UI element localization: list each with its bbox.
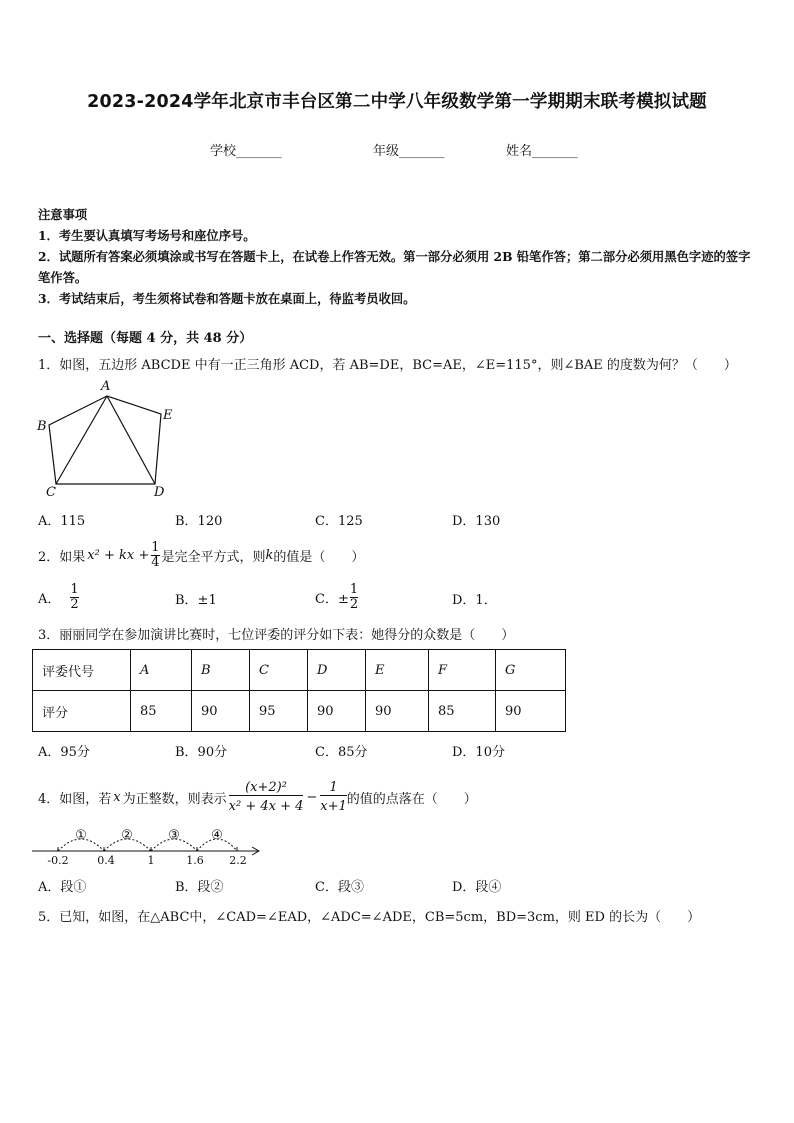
table-cell: 95 [250,691,308,732]
frac-num: 1 [70,581,79,597]
question-2-options [38,577,738,617]
table-cell: 90 [192,691,250,732]
question-3-stem: 3．丽丽同学在参加演讲比赛时，七位评委的评分如下表：她得分的众数是（ ） [38,628,515,643]
note-item: 3．考试结束后，考生须将试卷和答题卡放在桌面上，待监考员收回。 [38,291,416,306]
tick-label: -0.2 [47,854,69,867]
label-b: B [37,419,47,434]
segment-label-1: ① [75,828,87,843]
frac-num: 1 [329,779,338,795]
note-item: 1．考生要认真填写考场号和座位序号。 [38,228,256,243]
option-a[interactable]: A．段① [38,880,87,895]
score-table [32,649,566,732]
segment-label-2: ② [121,828,133,843]
q2-fraction [151,541,159,570]
number-line [30,823,270,867]
table-cell: C [250,650,308,691]
option-a[interactable]: A．115 [38,514,86,529]
label-a: A [101,379,111,394]
table-cell: D [308,650,366,691]
q4-minus: − [306,789,318,805]
question-4-options [38,876,738,894]
option-d[interactable]: D．段④ [452,880,502,895]
option-a-label: A． [38,591,61,607]
table-cell: 90 [308,691,366,732]
q2-frac-den: 4 [151,554,160,570]
frac-num: (x+2)² [245,779,287,795]
q4-prefix: 4．如图，若 [38,791,112,807]
table-cell: 85 [131,691,192,732]
option-a[interactable]: A．95分 [38,745,90,760]
tick-label: 2.2 [229,854,247,867]
table-header-cell: 评分 [33,691,131,732]
option-b[interactable]: B．90分 [175,745,228,760]
question-5-stem: 5．已知，如图，在△ABC中，∠CAD=∠EAD，∠ADC=∠ADE，CB=5cm，BD=3cm，则 ED 的长为（ ） [38,910,701,925]
option-b[interactable]: B．段② [175,880,224,895]
option-d[interactable]: D．10分 [452,745,505,760]
exam-notes [38,204,758,309]
question-4-stem [38,774,477,820]
table-cell: B [192,650,250,691]
name-field: 姓名_______ [506,144,578,159]
segment-label-3: ③ [168,828,180,843]
q2-middle: 是完全平方式，则 [161,549,266,565]
pentagon-figure [34,378,184,500]
question-2-stem [38,536,364,574]
label-d: D [154,485,165,500]
option-c[interactable]: C．85分 [315,745,368,760]
q4-middle: 为正整数，则表示 [122,791,227,807]
option-b[interactable]: B．±1 [175,593,217,608]
section-heading: 一、选择题（每题 4 分，共 48 分） [38,331,253,346]
question-1-options [38,510,738,528]
page-title: 2023-2024学年北京市丰台区第二中学八年级数学第一学期期末联考模拟试题 [87,92,707,112]
tick-label: 1.6 [186,854,204,867]
table-cell: E [366,650,429,691]
question-3-options [38,741,738,759]
table-cell: G [496,650,566,691]
school-field: 学校_______ [210,144,282,159]
table-cell: F [429,650,496,691]
grade-field: 年级_______ [373,144,445,159]
frac-den: x² + 4x + 4 [229,795,304,814]
tick-label: 0.4 [97,854,115,867]
q4-suffix: 的值的点落在（ ） [346,791,477,807]
table-cell: 90 [366,691,429,732]
table-header-cell: 评委代号 [33,650,131,691]
q4-fraction-2 [320,781,347,814]
q2-expression: x² + kx + [87,547,150,563]
segment-label-4: ④ [211,828,223,843]
label-e: E [163,408,173,423]
q2-frac-num: 1 [151,539,160,555]
frac-num: 1 [349,581,359,597]
frac-den: 2 [70,596,79,612]
option-c-label: C．± [315,591,349,607]
q2-k: k [265,547,274,563]
q2-suffix: 的值是（ ） [273,549,365,565]
option-d[interactable]: D．130 [452,514,501,529]
notes-heading: 注意事项 [38,207,88,222]
q2-prefix: 2．如果 [38,549,86,565]
option-c[interactable]: C．125 [315,514,363,529]
option-d[interactable]: D．1． [452,593,497,608]
frac-den: 2 [349,596,359,612]
table-cell: 85 [429,691,496,732]
label-c: C [46,485,56,500]
question-1-stem: 1．如图，五边形 ABCDE 中有一正三角形 ACD，若 AB=DE，BC=AE，∠E=115°，则∠BAE 的度数为何？（ ） [38,358,737,373]
table-cell: A [131,650,192,691]
tick-label: 1 [147,854,155,867]
option-c[interactable] [315,577,358,617]
option-b[interactable]: B．120 [175,514,223,529]
option-c[interactable]: C．段③ [315,880,364,895]
option-a-fraction [70,583,78,612]
note-item: 2．试题所有答案必须填涂或书写在答题卡上，在试卷上作答无效。第一部分必须用 2B 铅笔作答；第二部分必须用黑色字迹的签字笔作答。 [38,249,751,285]
table-row [33,650,566,691]
table-row [33,691,566,732]
option-a[interactable] [38,577,79,617]
option-c-fraction [350,583,358,612]
frac-den: x+1 [320,795,347,814]
q4-x: x [113,789,121,805]
table-cell: 90 [496,691,566,732]
q4-fraction-1 [229,781,304,814]
